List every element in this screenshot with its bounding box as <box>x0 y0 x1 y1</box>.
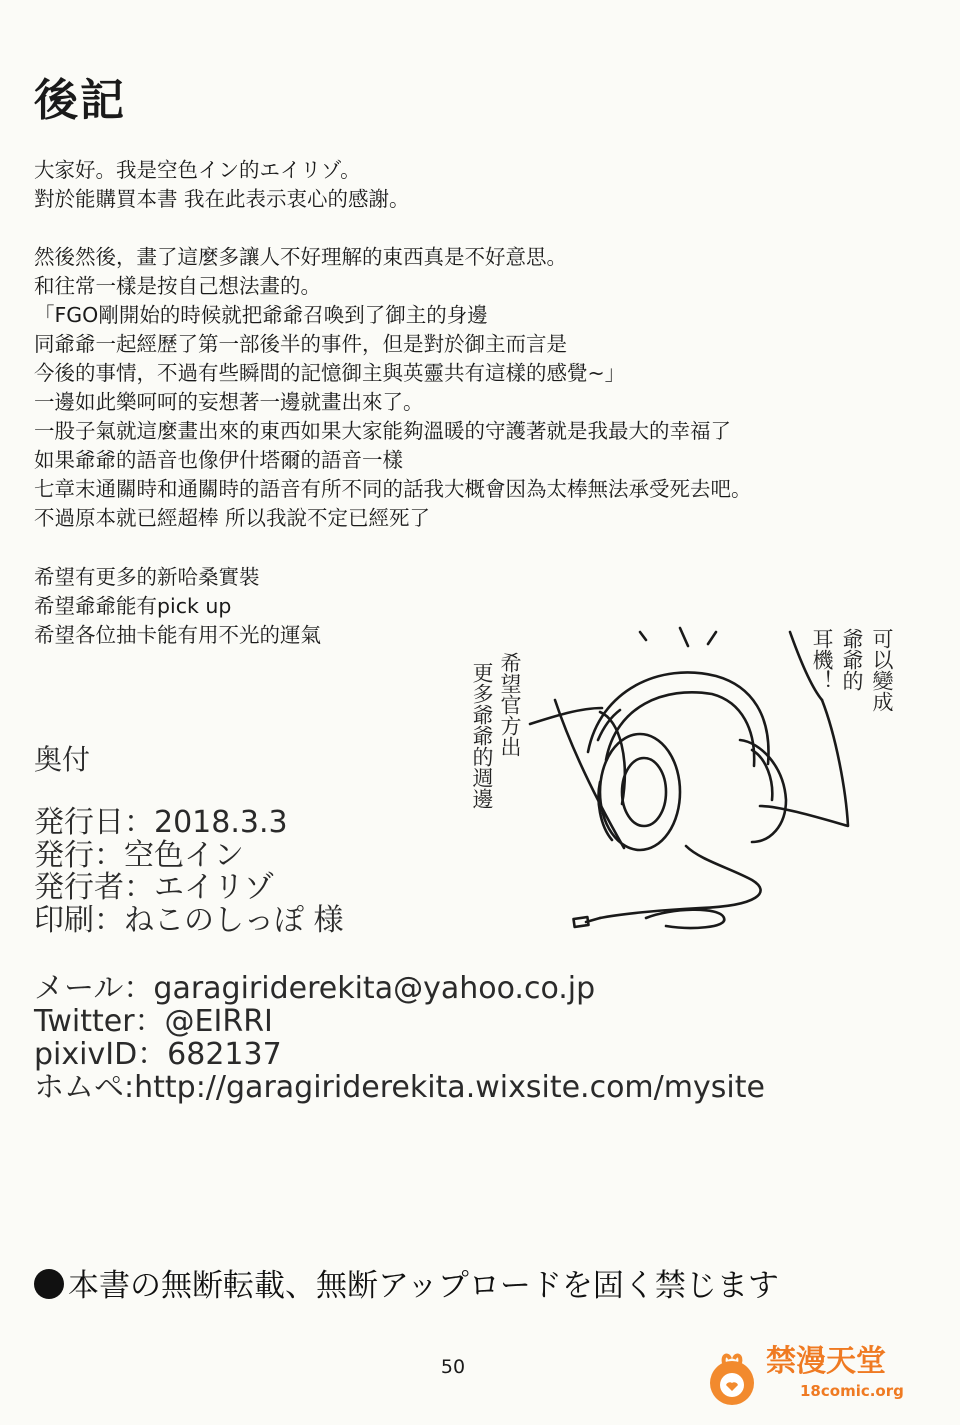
page-title: 後記 <box>34 75 126 126</box>
colophon-block <box>34 807 344 937</box>
text-line: 一邊如此樂呵呵的妄想著一邊就畫出來了。 <box>34 390 424 414</box>
vertical-text: 耳機！ <box>810 628 834 691</box>
text-line: 今後的事情，不過有些瞬間的記憶御主與英靈共有這樣的感覺~」 <box>34 361 626 385</box>
illustration-note-right-col2 <box>840 628 864 691</box>
mascot-icon <box>700 1347 764 1411</box>
text-line: 對於能購買本書 我在此表示衷心的感謝。 <box>34 187 410 211</box>
text-line: 然後然後，畫了這麼多讓人不好理解的東西真是不好意思。 <box>34 245 567 269</box>
notice-text: 本書の無断転載、無断アップロードを固く禁じます <box>68 1268 779 1304</box>
contact-line: ホムペ:http://garagiriderekita.wixsite.com/mysite <box>34 1070 765 1105</box>
colophon-line: 発行日：2018.3.3 <box>34 805 288 840</box>
vertical-text: 希望官方出 <box>498 652 522 757</box>
contact-line: Twitter：@EIRRI <box>34 1004 273 1039</box>
watermark-brand: 禁漫天堂 <box>766 1344 886 1379</box>
text-line: 如果爺爺的語音也像伊什塔爾的語音一樣 <box>34 448 403 472</box>
bullet-icon <box>34 1269 64 1299</box>
colophon-line: 発行：空色イン <box>34 837 244 873</box>
contact-line: pixivID：682137 <box>34 1037 282 1072</box>
text-line: 不過原本就已經超棒 所以我說不定已經死了 <box>34 506 431 530</box>
text-line: 大家好。我是空色イン的エイリゾ。 <box>34 158 361 182</box>
vertical-text: 可以變成 <box>870 628 894 712</box>
text-line: 希望有更多的新哈桑實裝 <box>34 565 260 589</box>
text-line: 希望各位抽卡能有用不光的運氣 <box>34 623 321 647</box>
vertical-text: 爺爺的 <box>840 628 864 691</box>
illustration-note-left-col2 <box>470 662 494 809</box>
watermark-domain: 18comic.org <box>800 1382 904 1400</box>
colophon-line: 印刷：ねこのしっぽ 様 <box>34 902 344 938</box>
text-line: 「FGO剛開始的時候就把爺爺召喚到了御主的身邊 <box>34 303 488 327</box>
text-line: 希望爺爺能有pick up <box>34 594 232 618</box>
colophon-heading: 奥付 <box>34 743 91 776</box>
text-line: 一股子氣就這麼畫出來的東西如果大家能夠溫暖的守護著就是我最大的幸福了 <box>34 419 731 443</box>
copyright-notice <box>34 1266 779 1306</box>
vertical-text: 更多爺爺的週邊 <box>470 662 494 809</box>
illustration-note-right-col1 <box>870 628 894 712</box>
watermark-logo <box>700 1343 940 1413</box>
text-line: 同爺爺一起經歷了第一部後半的事件，但是對於御主而言是 <box>34 332 567 356</box>
illustration-note-left-col1 <box>498 652 522 757</box>
text-line: 和往常一樣是按自己想法畫的。 <box>34 274 321 298</box>
text-line: 七章末通關時和通關時的語音有所不同的話我大概會因為太棒無法承受死去吧。 <box>34 477 752 501</box>
colophon-line: 発行者：エイリゾ <box>34 870 274 905</box>
page-number: 50 <box>440 1356 466 1378</box>
contact-block <box>34 972 765 1104</box>
illustration-note-right-col3 <box>810 628 834 691</box>
contact-line: メール：garagiriderekita@yahoo.co.jp <box>34 971 596 1006</box>
